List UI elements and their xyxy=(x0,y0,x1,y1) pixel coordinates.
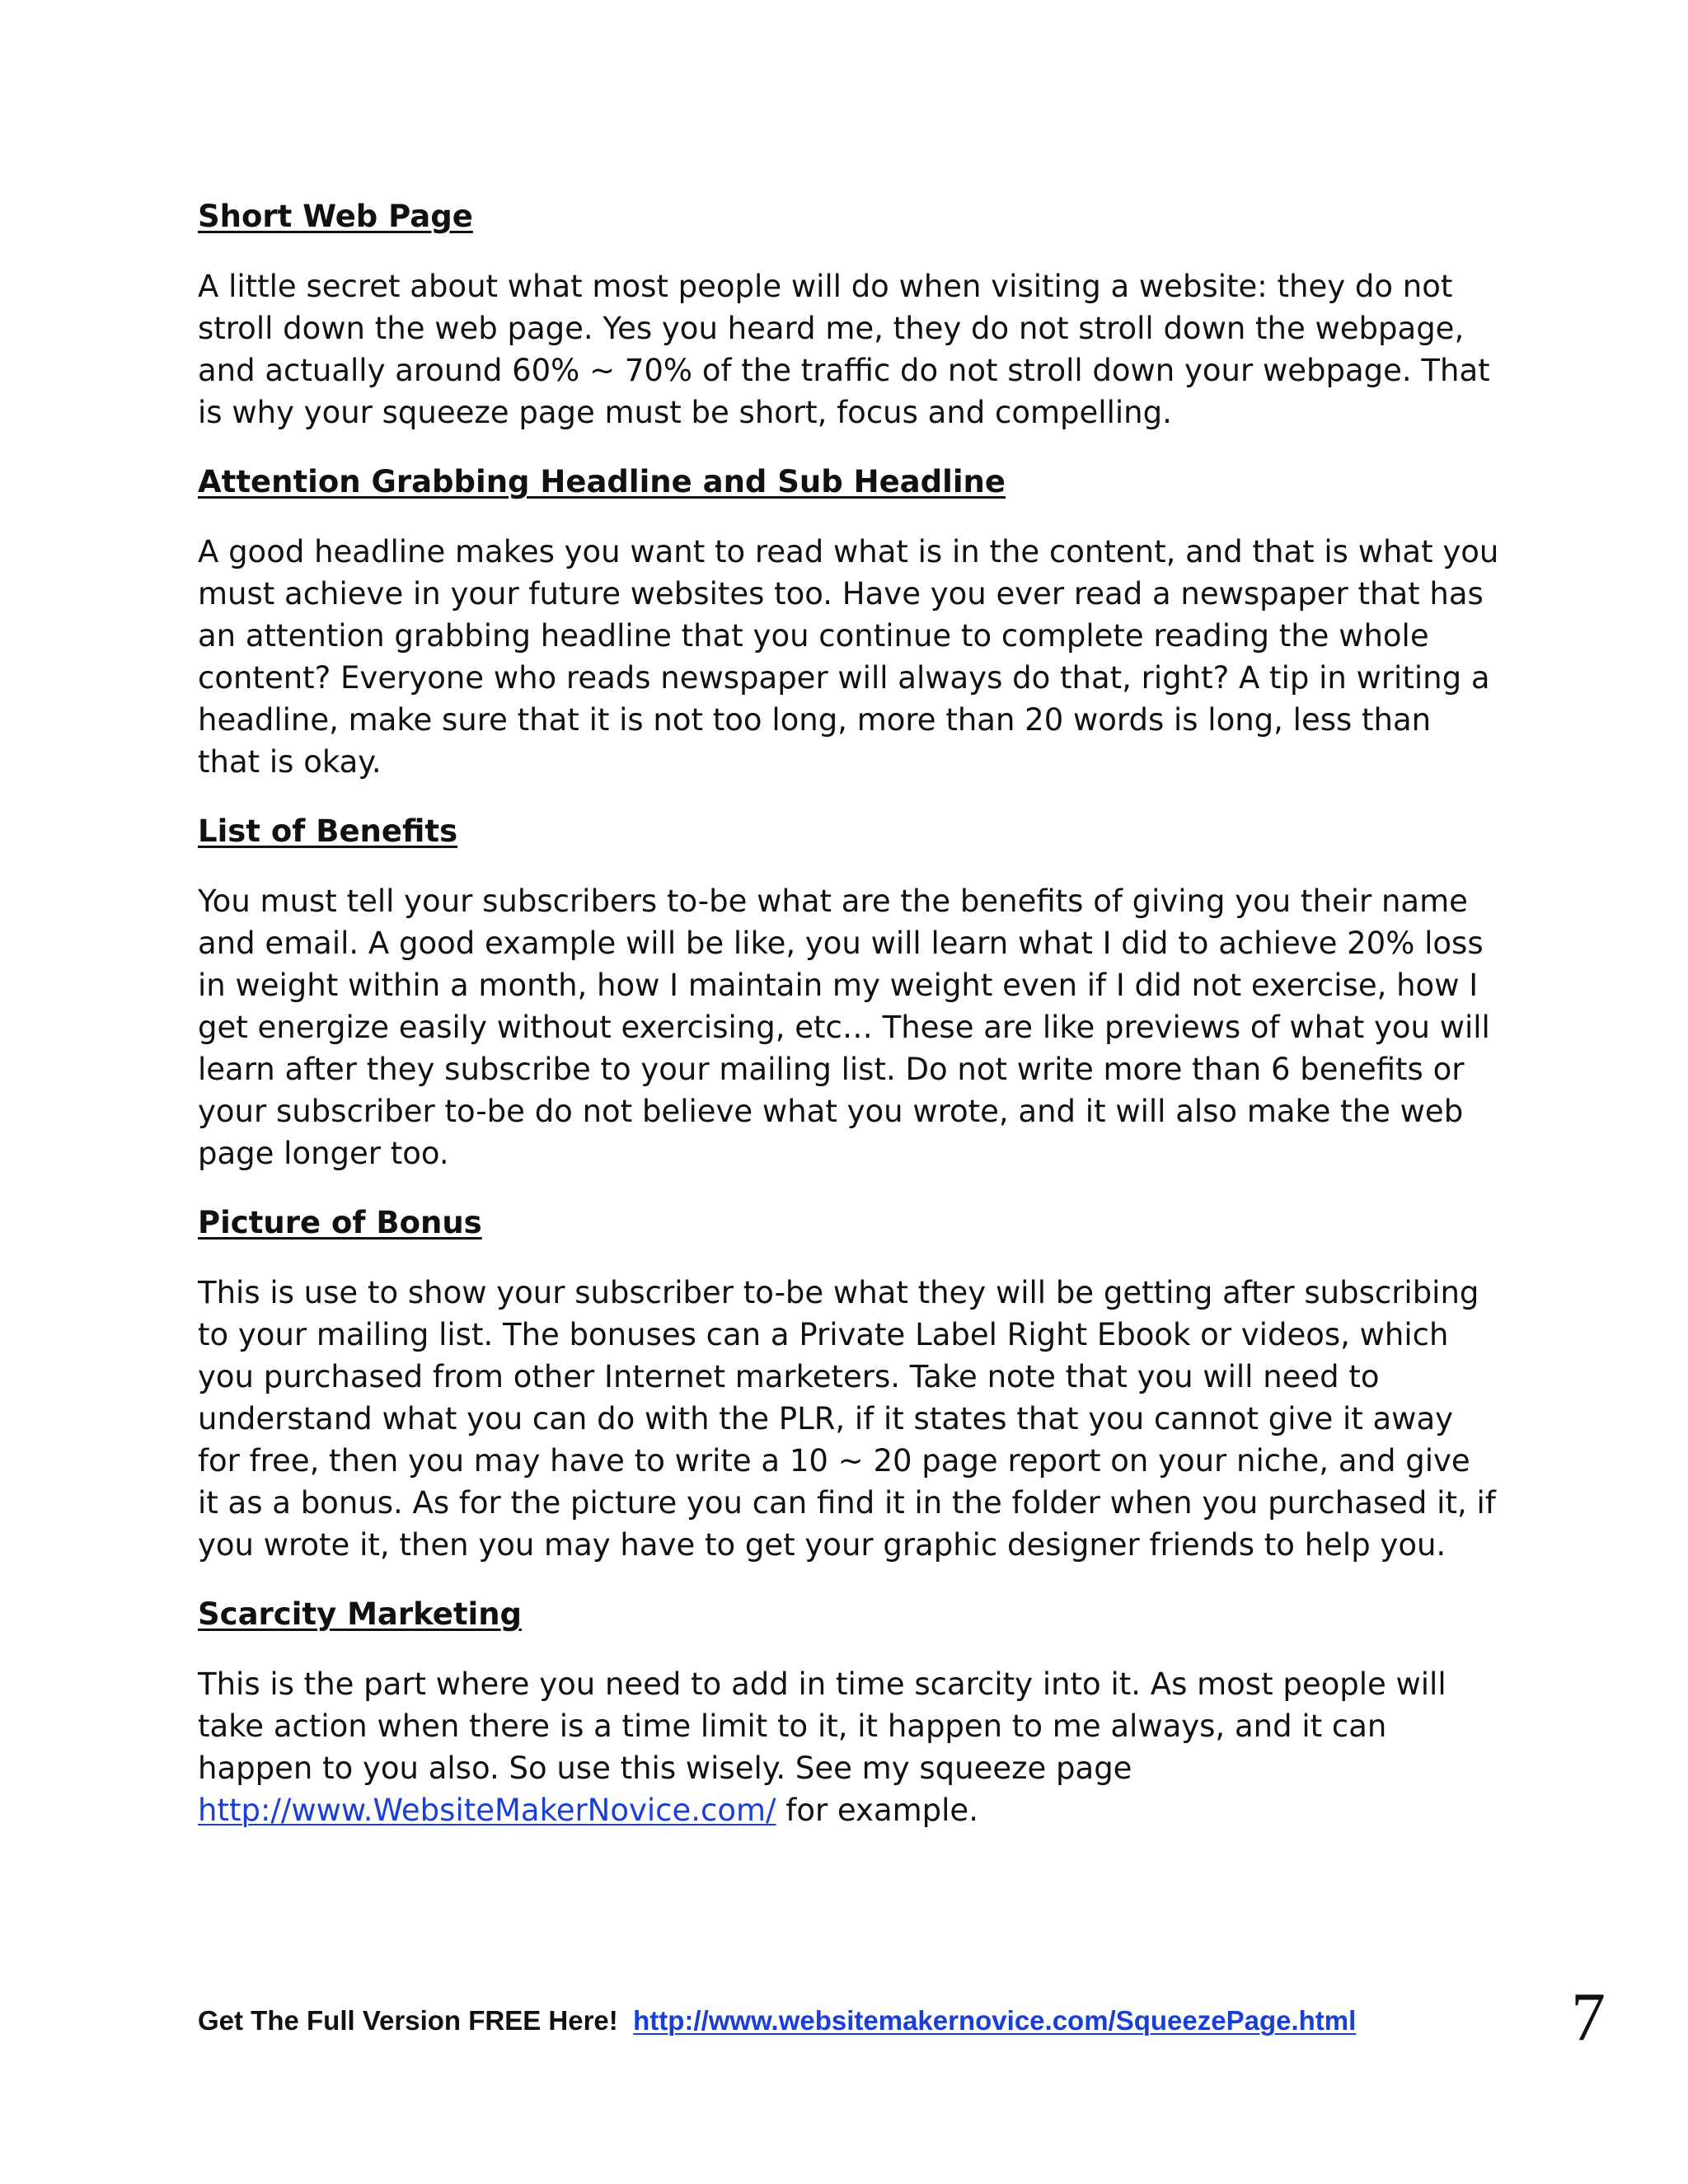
page-content xyxy=(198,196,1500,1859)
page-number: 7 xyxy=(1571,1979,1606,2055)
section-body: A little secret about what most people will do when visiting a website: they do not stroll down the web page. Yes you heard me, they do not stroll down the webpage, and actually around 60% ~ 70% of the traffic do not stroll down your webpage. That is why your squeeze page must be short, focus and compelling. xyxy=(198,269,1490,430)
footer xyxy=(198,2003,1356,2039)
section-heading: Scarcity Marketing xyxy=(198,1596,523,1632)
section-list-of-benefits xyxy=(198,811,1500,1174)
squeeze-page-link[interactable]: http://www.WebsiteMakerNovice.com/ xyxy=(198,1793,776,1828)
footer-label: Get The Full Version FREE Here! xyxy=(198,2005,618,2036)
section-body-text-end: for example. xyxy=(785,1793,978,1828)
section-heading: Attention Grabbing Headline and Sub Headline xyxy=(198,464,1006,499)
section-heading: List of Benefits xyxy=(198,813,458,849)
section-scarcity-marketing xyxy=(198,1594,1500,1831)
footer-full-version-link[interactable]: http://www.websitemakernovice.com/SqueezePage.html xyxy=(633,2005,1357,2036)
section-body: This is use to show your subscriber to-be what they will be getting after subscribing to your mailing list. The bonuses can a Private Label Right Ebook or videos, which you purchased from other Internet marketers. Take note that you will need to understand what you can do with the PLR, if it states that you cannot give it away for free, then you may have to write a 10 ~ 20 page report on your niche, and give it as a bonus. As for the picture you can find it in the folder when you purchased it, if you wrote it, then you may have to get your graphic designer friends to help you. xyxy=(198,1275,1496,1563)
section-attention-grabbing-headline xyxy=(198,462,1500,783)
section-body-text: This is the part where you need to add in time scarcity into it. As most people will take action when there is a time limit to it, it happen to me always, and it can happen to you also. So use this wisely. See my squeeze page xyxy=(198,1666,1447,1786)
section-body: A good headline makes you want to read what is in the content, and that is what you must achieve in your future websites too. Have you ever read a newspaper that has an attention grabbing headline that you continue to complete reading the whole content? Everyone who reads newspaper will always do that, right? A tip in writing a headline, make sure that it is not too long, more than 20 words is long, less than that is okay. xyxy=(198,534,1499,780)
section-body xyxy=(198,1663,1500,1831)
section-heading: Picture of Bonus xyxy=(198,1205,482,1240)
section-picture-of-bonus xyxy=(198,1202,1500,1566)
section-body: You must tell your subscribers to-be what are the benefits of giving you their name and email. A good example will be like, you will learn what I did to achieve 20% loss in weight within a month, how I maintain my weight even if I did not exercise, how I get energize easily without exercising, etc… These are like previews of what you will learn after they subscribe to your mailing list. Do not write more than 6 benefits or your subscriber to-be do not believe what you wrote, and it will also make the web page longer too. xyxy=(198,883,1490,1171)
section-short-web-page xyxy=(198,196,1500,434)
section-heading: Short Web Page xyxy=(198,199,473,234)
